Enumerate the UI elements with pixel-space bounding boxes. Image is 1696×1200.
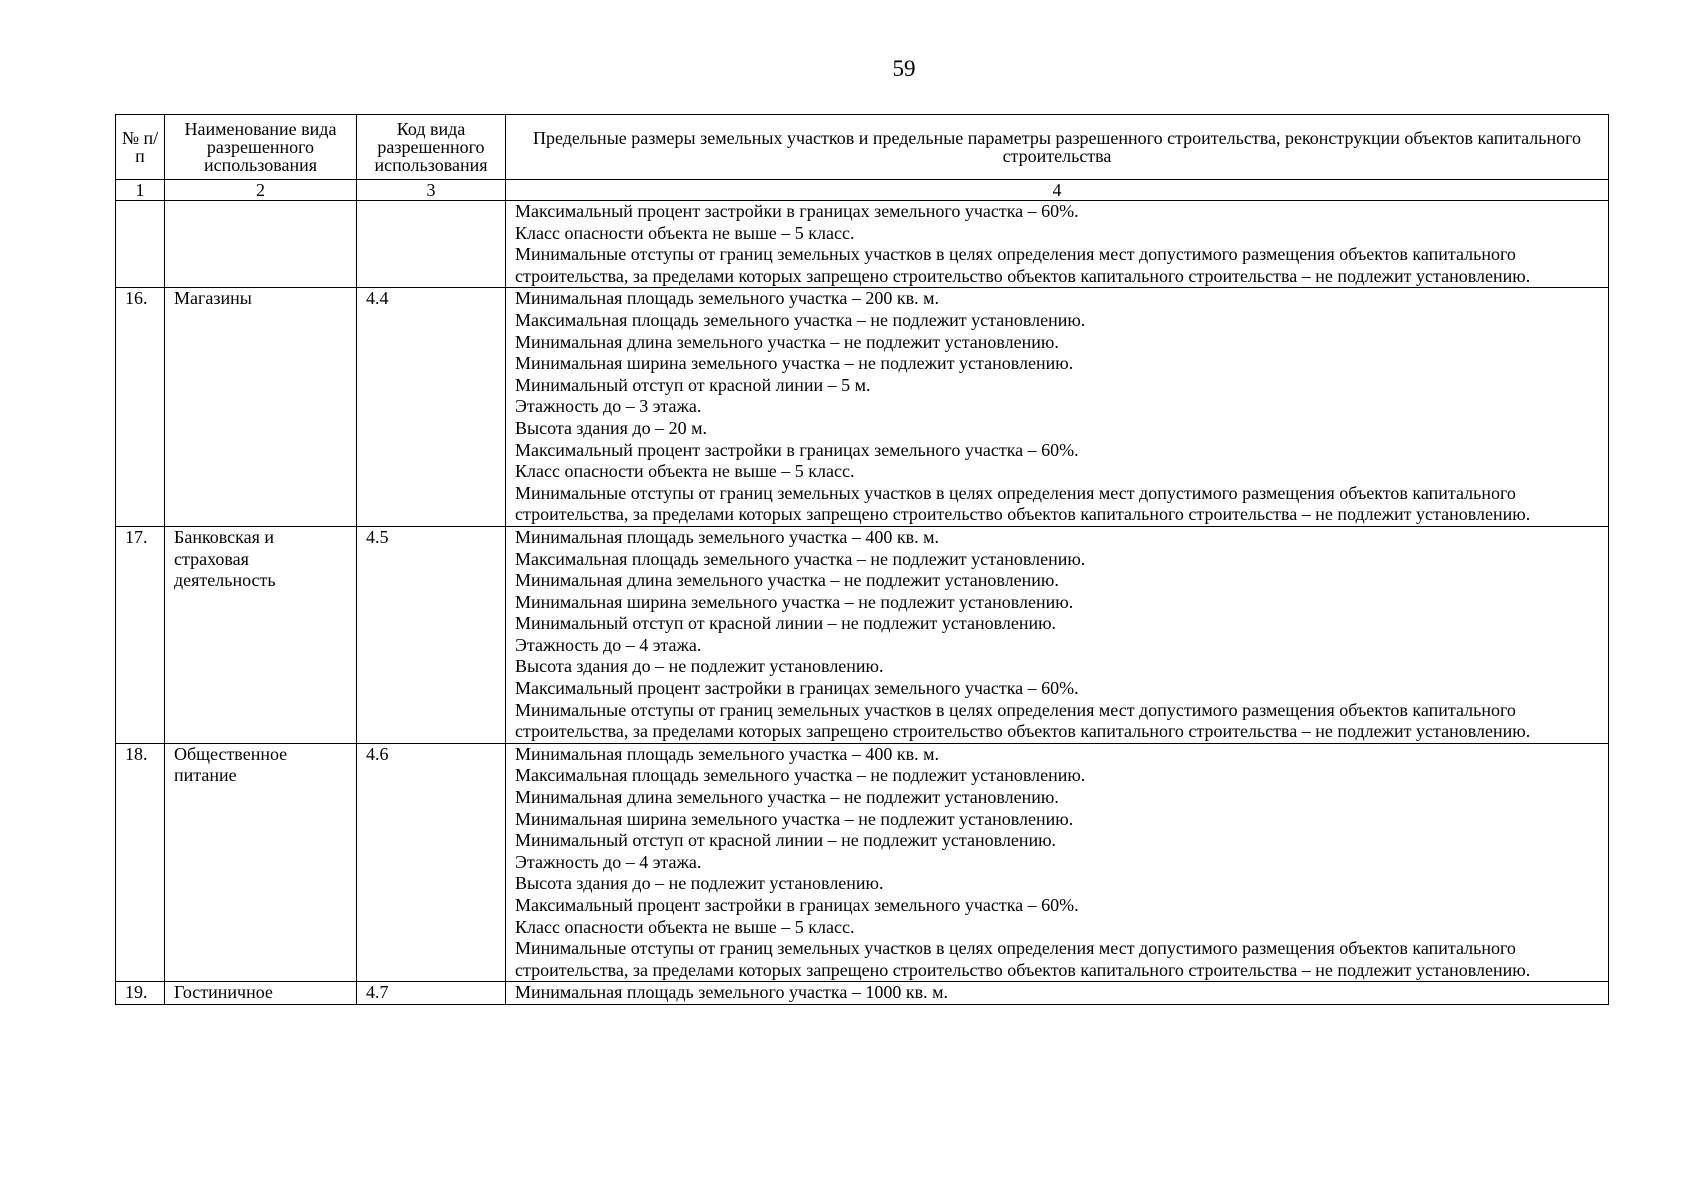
header-use-code: Код вида разрешенного использования: [357, 115, 506, 180]
header-parameters: Предельные размеры земельных участков и предельные параметры разрешенного строительства, реконструкции объектов капитального строительства: [506, 115, 1609, 180]
parameter-line: Этажность до – 4 этажа.: [515, 851, 702, 872]
table-body: [116, 201, 1609, 1005]
parameter-line: Высота здания до – 20 м.: [515, 417, 707, 438]
parameter-line: Минимальная длина земельного участка – не подлежит установлению.: [515, 787, 1059, 808]
column-number: 3: [357, 180, 506, 201]
parameter-line: Максимальный процент застройки в границах земельного участка – 60%.: [515, 439, 1079, 460]
column-number: 4: [506, 180, 1609, 201]
table-row: [116, 743, 1609, 982]
parameter-line: Минимальная площадь земельного участка – 200 кв. м.: [515, 288, 939, 309]
parameters-cell: [506, 201, 1609, 288]
parameter-line: Минимальная площадь земельного участка – 400 кв. м.: [515, 743, 939, 764]
use-code: 4.6: [357, 743, 506, 982]
row-number: [116, 201, 165, 288]
parameter-line: Максимальный процент застройки в границах земельного участка – 60%.: [515, 895, 1079, 915]
row-number: 19.: [116, 982, 165, 1005]
use-name: Банковская и страховая деятельность: [165, 526, 357, 743]
header-use-name: Наименование вида разрешенного использования: [165, 115, 357, 180]
use-code: 4.4: [357, 288, 506, 527]
parameter-line: Минимальная площадь земельного участка – 400 кв. м.: [515, 526, 939, 547]
use-code: 4.5: [357, 526, 506, 743]
page-number: 59: [892, 56, 916, 81]
use-name: [165, 201, 357, 288]
parameter-line: Класс опасности объекта не выше – 5 класс.: [515, 461, 855, 482]
table-row: [116, 982, 1609, 1005]
parameter-line: Минимальная площадь земельного участка – 1000 кв. м.: [515, 982, 948, 1003]
parameter-line: Этажность до – 3 этажа.: [515, 396, 702, 417]
parameter-line: Минимальная ширина земельного участка – не подлежит установлению.: [515, 591, 1074, 612]
use-name: Общественное питание: [165, 743, 357, 982]
parameter-line: Минимальная ширина земельного участка – не подлежит установлению.: [515, 808, 1074, 829]
parameter-line: Максимальный процент застройки в границах земельного участка – 60%.: [515, 678, 1079, 699]
row-number: 18.: [116, 743, 165, 982]
parameter-line: Минимальные отступы от границ земельных участков в целях определения мест допустимого размещения объектов капитального строительства, за пределами которых запрещено строительство объектов капитального строительства – не подлежит установлению.: [515, 244, 1531, 286]
row-number: 17.: [116, 526, 165, 743]
use-code: [357, 201, 506, 288]
table-row: [116, 288, 1609, 527]
parameter-line: Класс опасности объекта не выше – 5 класс.: [515, 916, 855, 937]
parameter-line: Минимальная длина земельного участка – не подлежит установлению.: [515, 570, 1059, 591]
table-header-row: [116, 115, 1609, 180]
parameter-line: Максимальная площадь земельного участка – не подлежит установлению.: [515, 309, 1086, 330]
parameter-line: Минимальные отступы от границ земельных участков в целях определения мест допустимого размещения объектов капитального строительства, за пределами которых запрещено строительство объектов капитального строительства – не подлежит установлению.: [515, 938, 1531, 980]
parameters-cell: [506, 526, 1609, 743]
parameter-line: Класс опасности объекта не выше – 5 класс.: [515, 222, 855, 243]
parameter-line: Максимальная площадь земельного участка – не подлежит установлению.: [515, 548, 1086, 569]
parameters-cell: [506, 288, 1609, 527]
header-number: № п/п: [116, 115, 165, 180]
parameter-line: Максимальный процент застройки в границах земельного участка – 60%.: [515, 201, 1079, 221]
column-number-row: [116, 180, 1609, 201]
use-name: Магазины: [165, 288, 357, 527]
parameter-line: Минимальный отступ от красной линии – 5 м.: [515, 374, 871, 395]
parameter-line: Минимальные отступы от границ земельных участков в целях определения мест допустимого размещения объектов капитального строительства, за пределами которых запрещено строительство объектов капитального строительства – не подлежит установлению.: [515, 699, 1531, 742]
parameter-line: Минимальная ширина земельного участка – не подлежит установлению.: [515, 353, 1074, 374]
column-number: 2: [165, 180, 357, 201]
table-row: [116, 201, 1609, 288]
parameter-line: Максимальная площадь земельного участка – не подлежит установлению.: [515, 765, 1086, 786]
parameter-line: Минимальный отступ от красной линии – не подлежит установлению.: [515, 830, 1057, 851]
regulations-table: [115, 114, 1609, 1005]
parameter-line: Минимальный отступ от красной линии – не подлежит установлению.: [515, 613, 1057, 634]
parameter-line: Минимальная длина земельного участка – не подлежит установлению.: [515, 331, 1059, 352]
parameter-line: Высота здания до – не подлежит установлению.: [515, 873, 884, 894]
use-name: Гостиничное: [165, 982, 357, 1005]
use-code: 4.7: [357, 982, 506, 1005]
row-number: 16.: [116, 288, 165, 527]
parameters-cell: [506, 743, 1609, 982]
parameter-line: Этажность до – 4 этажа.: [515, 634, 702, 655]
table-row: [116, 526, 1609, 743]
parameter-line: Высота здания до – не подлежит установлению.: [515, 656, 884, 677]
parameters-cell: [506, 982, 1609, 1005]
column-number: 1: [116, 180, 165, 201]
parameter-line: Минимальные отступы от границ земельных участков в целях определения мест допустимого размещения объектов капитального строительства, за пределами которых запрещено строительство объектов капитального строительства – не подлежит установлению.: [515, 482, 1531, 525]
